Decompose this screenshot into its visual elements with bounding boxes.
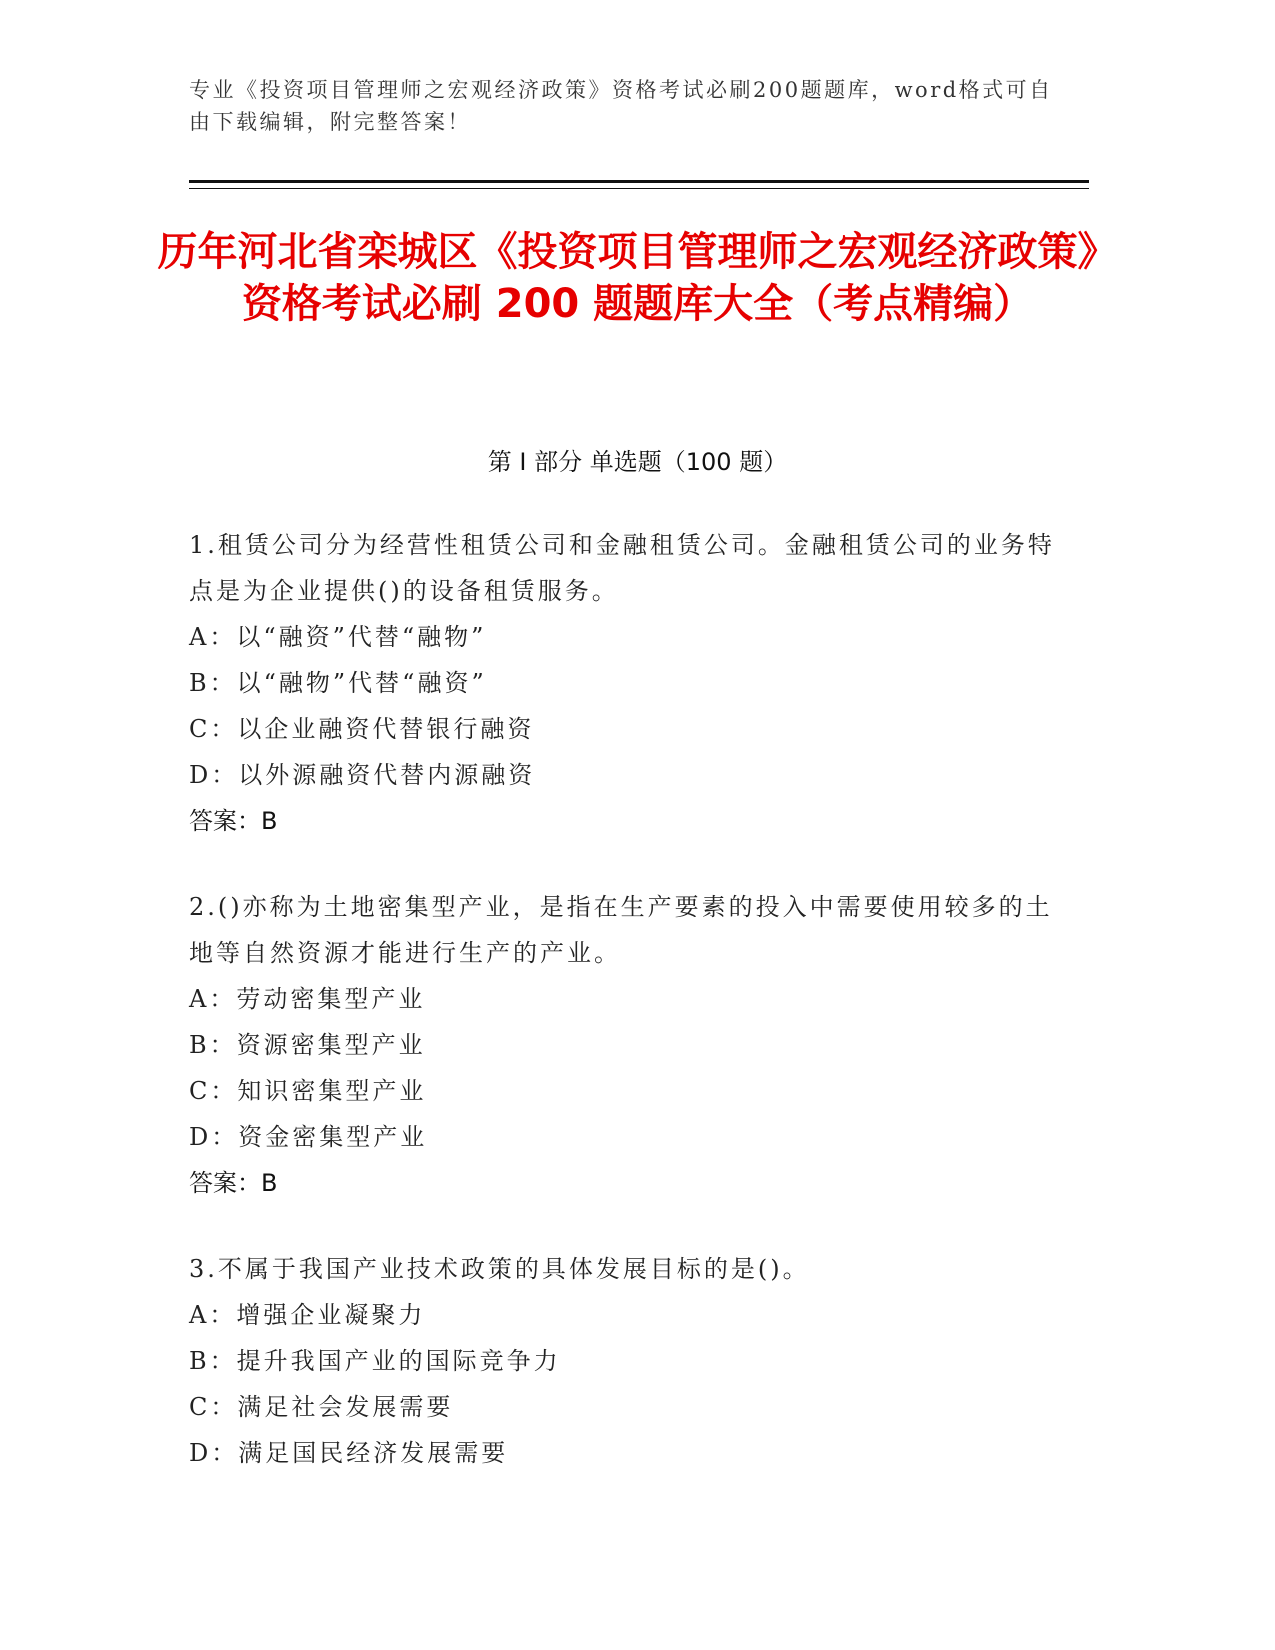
question-stem: 2.()亦称为土地密集型产业，是指在生产要素的投入中需要使用较多的土地等自然资源才能进行生产的产业。 <box>189 893 1053 967</box>
option-c: C：知识密集型产业 <box>189 1077 427 1105</box>
option-b: B：资源密集型产业 <box>189 1031 426 1059</box>
option-a: A：增强企业凝聚力 <box>189 1301 426 1329</box>
option-d: D：以外源融资代替内源融资 <box>189 761 536 789</box>
document-title: 历年河北省栾城区《投资项目管理师之宏观经济政策》资格考试必刷 200 题题库大全（考点精编） <box>157 229 1118 327</box>
question-1 <box>189 522 1069 844</box>
question-list <box>189 522 1069 1476</box>
question-2 <box>189 884 1069 1206</box>
option-d: D：资金密集型产业 <box>189 1123 428 1151</box>
option-b: B：提升我国产业的国际竞争力 <box>189 1347 561 1375</box>
question-3 <box>189 1246 1069 1476</box>
header-divider <box>189 180 1089 189</box>
option-a: A：劳动密集型产业 <box>189 985 426 1013</box>
intro-text: 专业《投资项目管理师之宏观经济政策》资格考试必刷200题题库，word格式可自由下载编辑，附完整答案！ <box>189 78 1053 134</box>
option-c: C：以企业融资代替银行融资 <box>189 715 535 743</box>
answer: 答案：B <box>189 1169 278 1197</box>
question-stem: 1.租赁公司分为经营性租赁公司和金融租赁公司。金融租赁公司的业务特点是为企业提供()的设备租赁服务。 <box>189 531 1055 605</box>
option-d: D：满足国民经济发展需要 <box>189 1439 509 1467</box>
section-title: 第 I 部分 单选题（100 题） <box>487 448 788 476</box>
option-b: B：以“融物”代替“融资” <box>189 669 487 697</box>
question-stem: 3.不属于我国产业技术政策的具体发展目标的是()。 <box>189 1255 810 1283</box>
option-c: C：满足社会发展需要 <box>189 1393 454 1421</box>
answer: 答案：B <box>189 807 278 835</box>
option-a: A：以“融资”代替“融物” <box>189 623 487 651</box>
